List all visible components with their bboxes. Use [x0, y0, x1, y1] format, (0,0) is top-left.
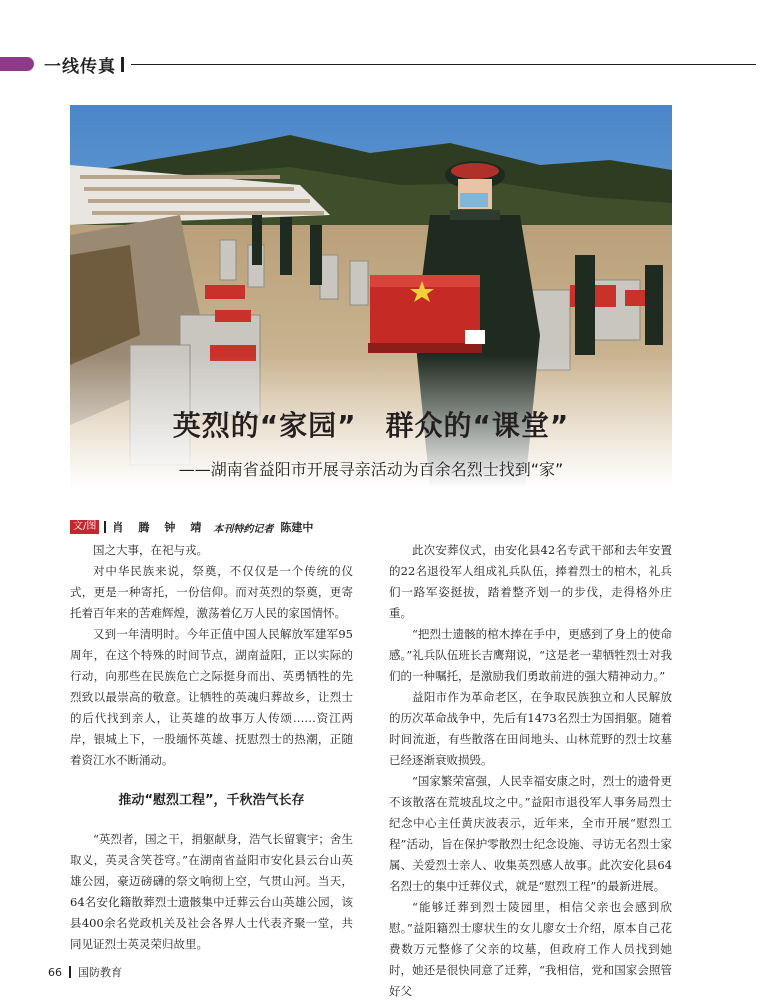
byline: [70, 519, 313, 535]
footer-separator: [69, 966, 71, 978]
byline-editor: 陈建中: [280, 521, 314, 534]
magazine-name: 国防教育: [78, 966, 122, 979]
byline-role: 本刊特约记者: [213, 523, 274, 535]
byline-tag: 文/图: [70, 520, 99, 534]
paragraph: “英烈者，国之干，捐躯献身，浩气长留寰宇；舍生取义，英灵含笑苍穹。”在湖南省益阳市安化县云台山英雄公园，豪迈磅礴的祭文响彻上空，气贯山河。当天，64名安化籍散葬烈士遗骸集中迁葬云台山英雄公园，该县400余名党政机关及社会各界人士代表齐聚一堂，共同见证烈士英灵荣归故里。: [70, 832, 353, 951]
article-title: 英烈的“家园” 群众的“课堂”: [172, 409, 570, 442]
page-number: 66: [48, 965, 62, 979]
paragraph: 对中华民族来说，祭奠，不仅仅是一个传统的仪式，更是一种寄托，一份信仰。而对英烈的祭奠，更寄托着百年来的苦难辉煌，激荡着亿万人民的家国情怀。: [70, 564, 353, 620]
paragraph: “国家繁荣富强，人民幸福安康之时，烈士的遗骨更不该散落在荒坡乱坟之中。”益阳市退役军人事务局烈士纪念中心主任黄庆波表示，近年来，全市开展“慰烈工程”活动，旨在保护零散烈士纪念设施、寻访无名烈士家属、关爱烈士亲人、收集英烈感人故事。此次安化县64名烈士的集中迁葬仪式，就是“慰烈工程”的最新进展。: [389, 774, 672, 893]
section-heading: 推动“慰烈工程”，千秋浩气长存: [118, 793, 305, 808]
paragraph: 益阳市作为革命老区，在争取民族独立和人民解放的历次革命战争中，先后有1473名烈士为国捐躯。随着时间流逝，有些散落在田间地头、山林荒野的烈士坟墓已经逐渐衰败损毁。: [389, 690, 672, 767]
paragraph: “能够迁葬到烈士陵园里，相信父亲也会感到欣慰。”益阳籍烈士廖状生的女儿廖女士介绍，原本自己花费数万元整修了父亲的坟墓，但政府工作人员找到她时，她还是很快同意了迁葬，“我相信，党和国家会照管好父: [389, 900, 672, 998]
paragraph: “把烈士遗骸的棺木捧在手中，更感到了身上的使命感。”礼兵队伍班长吉鹰翔说，“这是老一辈牺牲烈士对我们的一种嘱托，是激励我们勇敢前进的强大精神动力。”: [389, 627, 672, 683]
right-column: [389, 540, 672, 1002]
paragraph: 国之大事，在祀与戎。: [93, 543, 208, 557]
article-subtitle: ——湖南省益阳市开展寻亲活动为百余名烈士找到“家”: [178, 460, 564, 479]
section-separator: [121, 57, 124, 72]
paragraph: 此次安葬仪式，由安化县42名专武干部和去年安置的22名退役军人组成礼兵队伍，捧着烈士的棺木，礼兵们一路军姿挺拔，踏着整齐划一的步伐，走得格外庄重。: [389, 543, 672, 620]
section-title: 一线传真: [44, 57, 116, 77]
header-rule: [131, 64, 756, 65]
byline-authors: 肖 腾 钟 靖: [112, 521, 204, 534]
left-column: [70, 540, 353, 955]
byline-separator: [104, 521, 106, 533]
page-footer: [48, 964, 122, 980]
paragraph: 又到一年清明时。今年正值中国人民解放军建军95周年，在这个特殊的时间节点，湖南益阳，正以实际的行动，向那些在民族危亡之际挺身而出、英勇牺牲的先烈致以最崇高的敬意。让牺牲的英魂归葬故乡，让烈士的后代找到亲人，让英雄的故事万人传颂……资江两岸，银城上下，一股缅怀英雄、抚慰烈士的热潮，正随着资江水不断涌动。: [70, 627, 353, 767]
section-tab-marker: [0, 57, 34, 71]
